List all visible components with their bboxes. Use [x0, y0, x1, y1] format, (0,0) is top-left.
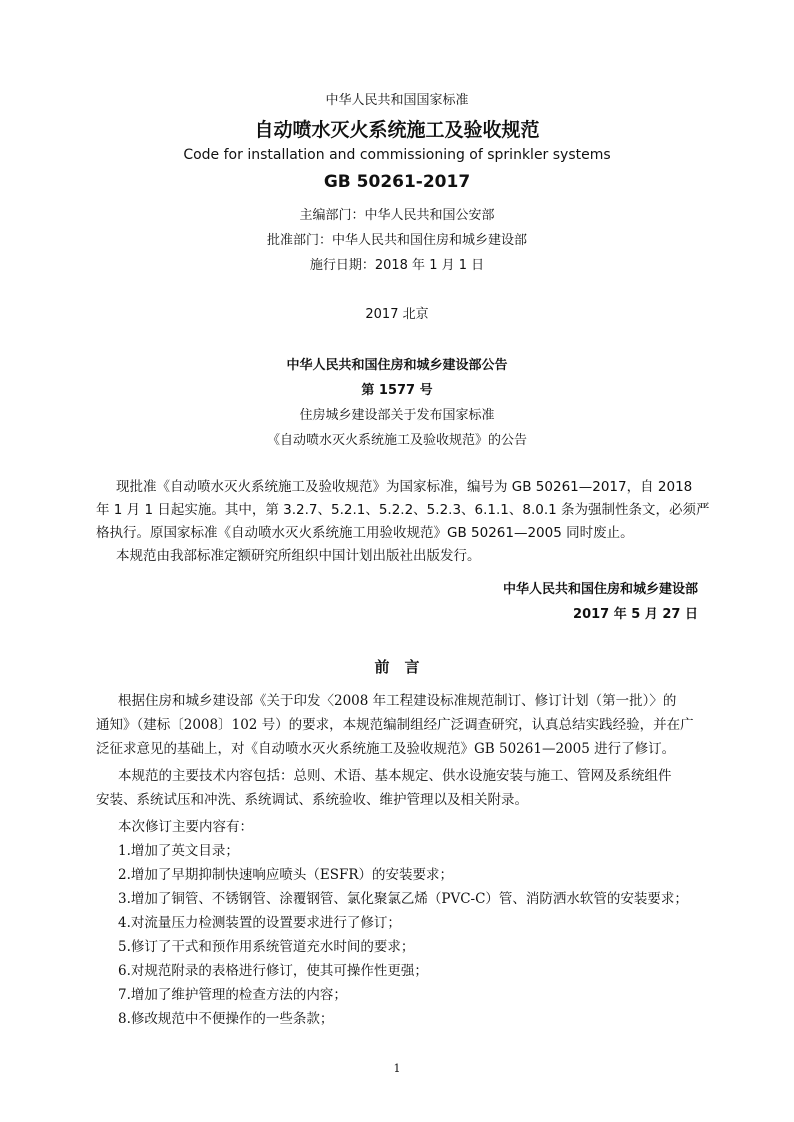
- announcement-body: [96, 476, 710, 568]
- publish-place: 2017 北京: [365, 307, 429, 322]
- revision-intro: 本次修订主要内容有：: [118, 819, 253, 835]
- announcement-line: 格执行。原国家标准《自动喷水灭火系统施工用验收规范》GB 50261—2005 同时废止。: [96, 525, 634, 541]
- announcement-issuer: 中华人民共和国住房和城乡建设部公告: [286, 358, 508, 373]
- page-number: 1: [393, 1062, 401, 1075]
- revision-list: [96, 815, 700, 1031]
- announcement-signature: 中华人民共和国住房和城乡建设部: [502, 582, 698, 597]
- preface-line: 本规范的主要技术内容包括：总则、术语、基本规定、供水设施安装与施工、管网及系统组件: [118, 768, 672, 784]
- preface-paragraph-1: [96, 689, 700, 761]
- revision-item: 4.对流量压力检测装置的设置要求进行了修订；: [118, 915, 401, 931]
- title-cn: 自动喷水灭火系统施工及验收规范: [254, 119, 540, 141]
- preface-line: 泛征求意见的基础上，对《自动喷水灭火系统施工及验收规范》GB 50261—2005 进行了修订。: [96, 741, 676, 757]
- revision-item: 7.增加了维护管理的检查方法的内容；: [118, 987, 347, 1003]
- preface-line: 根据住房和城乡建设部《关于印发〈2008 年工程建设标准规范制订、修订计划（第一批）〉的: [118, 693, 677, 709]
- revision-item: 5.修订了干式和预作用系统管道充水时间的要求；: [118, 939, 415, 955]
- preface-line: 通知》（建标〔2008〕102 号）的要求，本规范编制组经广泛调查研究，认真总结实践经验，并在广: [96, 717, 694, 733]
- approving-department: 批准部门：中华人民共和国住房和城乡建设部: [266, 233, 527, 248]
- preface-line: 安装、系统试压和冲洗、系统调试、系统验收、维护管理以及相关附录。: [96, 792, 528, 808]
- preface-heading: 前 言: [374, 658, 420, 676]
- announcement-line: 年 1 月 1 日起实施。其中，第 3.2.7、5.2.1、5.2.2、5.2.3、6.1.1、8.0.1 条为强制性条文，必须严: [96, 502, 710, 518]
- revision-item: 6.对规范附录的表格进行修订，使其可操作性更强；: [118, 963, 428, 979]
- revision-item: 2.增加了早期抑制快速响应喷头（ESFR）的安装要求；: [118, 867, 454, 883]
- revision-item: 8.修改规范中不便操作的一些条款；: [118, 1011, 334, 1027]
- revision-item: 3.增加了铜管、不锈钢管、涂覆钢管、氯化聚氯乙烯（PVC-C）管、消防洒水软管的安装要求；: [118, 891, 688, 907]
- effective-date: 施行日期：2018 年 1 月 1 日: [309, 258, 485, 273]
- announcement-subject-line1: 住房城乡建设部关于发布国家标准: [299, 408, 495, 423]
- announcement-line: 现批准《自动喷水灭火系统施工及验收规范》为国家标准，编号为 GB 50261—2017，自 2018: [116, 479, 693, 495]
- announcement-date: 2017 年 5 月 27 日: [573, 607, 698, 622]
- chief-department: 主编部门：中华人民共和国公安部: [299, 208, 495, 223]
- announcement-subject-line2: 《自动喷水灭火系统施工及验收规范》的公告: [266, 433, 527, 448]
- revision-item: 1.增加了英文目录；: [118, 843, 239, 859]
- announcement-number: 第 1577 号: [361, 383, 433, 398]
- title-en: Code for installation and commissioning of sprinkler systems: [183, 147, 611, 163]
- announcement-line: 本规范由我部标准定额研究所组织中国计划出版社出版发行。: [116, 548, 481, 564]
- standard-type: 中华人民共和国国家标准: [325, 93, 469, 108]
- preface-paragraph-2: [96, 764, 700, 812]
- standard-code: GB 50261-2017: [323, 172, 471, 192]
